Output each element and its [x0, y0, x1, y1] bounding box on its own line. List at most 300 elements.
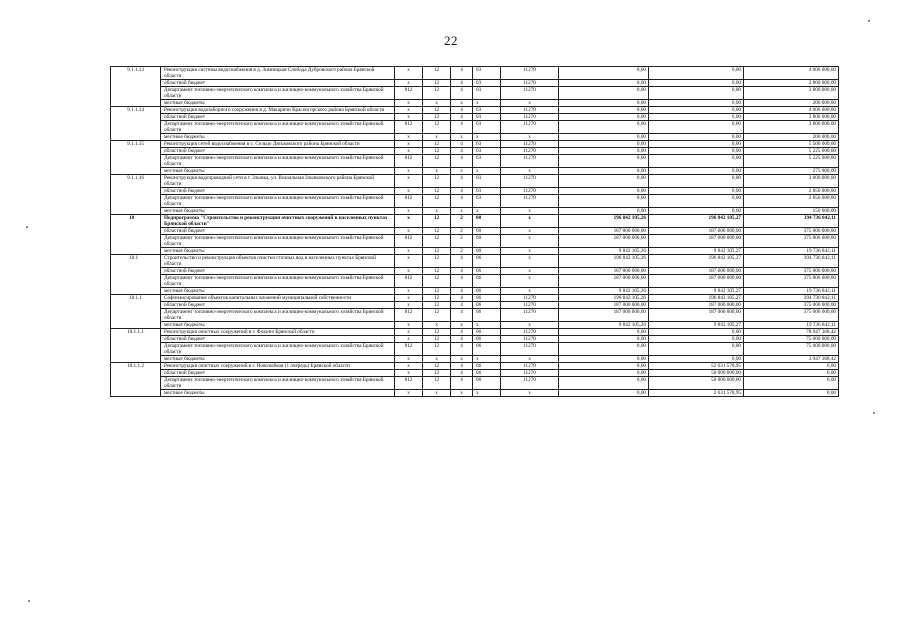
row-value-cell: 187 000 000,00 — [649, 309, 744, 322]
row-value-cell: 0,00 — [559, 370, 649, 377]
row-name-cell: Департамент топливно-энергетического комплекса и жилищно-коммунального хозяйства Брянской области — [161, 309, 395, 322]
row-value-cell: 11270 — [501, 121, 559, 134]
row-value-cell: 4 — [451, 343, 473, 356]
row-value-cell: 812 — [395, 87, 423, 100]
row-value-cell: 375 000 000,00 — [744, 309, 839, 322]
row-value-cell: 12 — [423, 248, 451, 255]
row-value-cell: 12 — [423, 235, 451, 248]
row-value-cell: x — [451, 322, 473, 329]
row-code-cell — [111, 288, 161, 295]
row-value-cell: 196 842 105,27 — [649, 255, 744, 268]
table-row — [111, 134, 839, 141]
row-value-cell: 11270 — [501, 363, 559, 370]
row-value-cell: 2 — [451, 228, 473, 235]
row-value-cell: 0,00 — [649, 175, 744, 188]
row-value-cell: 375 000 000,00 — [744, 302, 839, 309]
row-code-cell — [111, 114, 161, 121]
row-value-cell: 0,00 — [649, 155, 744, 168]
row-value-cell: 2 850 000,00 — [744, 188, 839, 195]
row-value-cell: x — [423, 390, 451, 397]
row-value-cell: 3 800 000,00 — [744, 121, 839, 134]
row-code-cell — [111, 322, 161, 329]
row-code-cell — [111, 377, 161, 390]
table-row — [111, 255, 839, 268]
row-value-cell: 394 736 842,11 — [744, 295, 839, 302]
row-value-cell: 187 000 000,00 — [649, 275, 744, 288]
row-value-cell: 0,00 — [559, 363, 649, 370]
row-value-cell: 3 800 000,00 — [744, 80, 839, 87]
row-value-cell: x — [395, 356, 423, 363]
row-value-cell: 0,00 — [559, 87, 649, 100]
row-value-cell: 4 — [451, 275, 473, 288]
row-value-cell: 11270 — [501, 329, 559, 336]
table-row — [111, 322, 839, 329]
row-value-cell: 0,00 — [649, 329, 744, 336]
row-value-cell: 12 — [423, 377, 451, 390]
row-value-cell: x — [395, 67, 423, 80]
row-value-cell: x — [451, 390, 473, 397]
row-value-cell: 12 — [423, 228, 451, 235]
row-value-cell: 0,00 — [559, 336, 649, 343]
row-value-cell: 11270 — [501, 309, 559, 322]
table-row — [111, 295, 839, 302]
row-value-cell: 12 — [423, 288, 451, 295]
row-value-cell: 0,00 — [649, 80, 744, 87]
row-value-cell: 812 — [395, 343, 423, 356]
row-value-cell: x — [395, 363, 423, 370]
table-row — [111, 67, 839, 80]
row-value-cell: x — [395, 148, 423, 155]
row-value-cell: x — [451, 356, 473, 363]
row-name-cell: местные бюджеты — [161, 100, 395, 107]
row-value-cell: 2 850 000,00 — [744, 195, 839, 208]
row-value-cell: 0,00 — [559, 114, 649, 121]
row-value-cell: 4 — [451, 288, 473, 295]
row-value-cell: 11270 — [501, 114, 559, 121]
row-value-cell: x — [473, 134, 501, 141]
row-value-cell: 12 — [423, 121, 451, 134]
row-value-cell: x — [451, 168, 473, 175]
row-value-cell: 03 — [473, 141, 501, 148]
table-row — [111, 370, 839, 377]
row-value-cell: x — [473, 208, 501, 215]
row-value-cell: 187 000 000,00 — [649, 235, 744, 248]
row-value-cell: 187 000 000,00 — [649, 228, 744, 235]
row-code-cell: 9.1.1.14 — [111, 107, 161, 114]
row-code-cell — [111, 248, 161, 255]
row-name-cell: Департамент топливно-энергетического комплекса и жилищно-коммунального хозяйства Брянской области — [161, 377, 395, 390]
row-value-cell: 0,00 — [649, 87, 744, 100]
row-value-cell: 0,00 — [744, 390, 839, 397]
row-value-cell: 0,00 — [559, 168, 649, 175]
row-name-cell: Софинансирование объектов капитальных вложений муниципальной собственности — [161, 295, 395, 302]
row-value-cell: 2 — [451, 235, 473, 248]
row-name-cell: местные бюджеты — [161, 288, 395, 295]
row-value-cell: x — [395, 302, 423, 309]
table-row — [111, 235, 839, 248]
row-value-cell: 0,00 — [559, 343, 649, 356]
row-value-cell: 0,00 — [649, 107, 744, 114]
row-value-cell: x — [501, 134, 559, 141]
row-value-cell: x — [473, 322, 501, 329]
table-row — [111, 100, 839, 107]
row-value-cell: 0,00 — [559, 175, 649, 188]
row-value-cell: 4 — [451, 155, 473, 168]
row-code-cell: 10 — [111, 215, 161, 228]
row-code-cell — [111, 390, 161, 397]
row-value-cell: x — [395, 248, 423, 255]
row-value-cell: 11270 — [501, 302, 559, 309]
row-value-cell: 200 000,00 — [744, 134, 839, 141]
row-value-cell: 812 — [395, 121, 423, 134]
table-row — [111, 148, 839, 155]
row-value-cell: 812 — [395, 155, 423, 168]
row-value-cell: 12 — [423, 175, 451, 188]
row-value-cell: 0,00 — [649, 336, 744, 343]
row-value-cell: 12 — [423, 275, 451, 288]
row-value-cell: 12 — [423, 329, 451, 336]
row-value-cell: 12 — [423, 215, 451, 228]
row-value-cell: x — [395, 228, 423, 235]
row-value-cell: 11270 — [501, 343, 559, 356]
row-value-cell: x — [395, 295, 423, 302]
row-name-cell: областной бюджет — [161, 188, 395, 195]
row-value-cell: 12 — [423, 268, 451, 275]
table-row — [111, 228, 839, 235]
table-row — [111, 195, 839, 208]
row-name-cell: областной бюджет — [161, 114, 395, 121]
row-value-cell: 200 000,00 — [744, 100, 839, 107]
row-value-cell: 375 000 000,00 — [744, 228, 839, 235]
row-value-cell: 12 — [423, 188, 451, 195]
row-name-cell: местные бюджеты — [161, 322, 395, 329]
row-value-cell: 196 842 105,27 — [649, 295, 744, 302]
table-row — [111, 268, 839, 275]
row-value-cell: 19 736 842,11 — [744, 248, 839, 255]
row-value-cell: x — [451, 100, 473, 107]
row-code-cell — [111, 356, 161, 363]
row-value-cell: 11270 — [501, 370, 559, 377]
row-value-cell: 0,00 — [559, 188, 649, 195]
row-value-cell: x — [473, 356, 501, 363]
row-value-cell: 11270 — [501, 336, 559, 343]
scan-speck — [26, 226, 28, 228]
row-value-cell: 11270 — [501, 148, 559, 155]
row-name-cell: местные бюджеты — [161, 168, 395, 175]
row-value-cell: x — [395, 336, 423, 343]
row-value-cell: 03 — [473, 175, 501, 188]
row-code-cell — [111, 188, 161, 195]
row-value-cell: x — [501, 228, 559, 235]
row-value-cell: 4 — [451, 363, 473, 370]
row-value-cell: x — [501, 100, 559, 107]
row-value-cell: 0,00 — [649, 168, 744, 175]
table-row — [111, 302, 839, 309]
row-value-cell: x — [501, 215, 559, 228]
row-value-cell: 19 736 842,11 — [744, 322, 839, 329]
row-value-cell: 03 — [473, 148, 501, 155]
row-value-cell: 06 — [473, 370, 501, 377]
row-value-cell: x — [395, 107, 423, 114]
row-name-cell: областной бюджет — [161, 302, 395, 309]
row-value-cell: 00 — [473, 235, 501, 248]
row-value-cell: 06 — [473, 309, 501, 322]
row-value-cell: x — [501, 208, 559, 215]
row-value-cell: 19 736 842,11 — [744, 288, 839, 295]
row-value-cell: x — [395, 208, 423, 215]
row-value-cell: x — [395, 390, 423, 397]
row-value-cell: x — [395, 188, 423, 195]
row-value-cell: 0,00 — [649, 148, 744, 155]
row-value-cell: 78 947 368,42 — [744, 329, 839, 336]
row-value-cell: 187 000 000,00 — [559, 228, 649, 235]
table-row — [111, 336, 839, 343]
row-value-cell: 11270 — [501, 67, 559, 80]
row-value-cell: x — [451, 134, 473, 141]
row-name-cell: местные бюджеты — [161, 390, 395, 397]
row-value-cell: x — [395, 141, 423, 148]
row-value-cell: 12 — [423, 195, 451, 208]
row-code-cell: 10.1.1.2 — [111, 363, 161, 370]
row-value-cell: 03 — [473, 155, 501, 168]
row-value-cell: 187 000 000,00 — [559, 309, 649, 322]
row-code-cell — [111, 268, 161, 275]
row-value-cell: 0,00 — [559, 195, 649, 208]
row-value-cell: 11270 — [501, 80, 559, 87]
row-value-cell: 5 225 000,00 — [744, 148, 839, 155]
row-value-cell: 9 842 105,26 — [559, 288, 649, 295]
row-value-cell: 0,00 — [649, 356, 744, 363]
row-value-cell: 4 — [451, 195, 473, 208]
row-value-cell: 06 — [473, 343, 501, 356]
table-row — [111, 155, 839, 168]
row-code-cell — [111, 235, 161, 248]
row-value-cell: x — [395, 175, 423, 188]
row-value-cell: 4 — [451, 87, 473, 100]
row-value-cell: 12 — [423, 343, 451, 356]
row-value-cell: 12 — [423, 363, 451, 370]
row-value-cell: 00 — [473, 215, 501, 228]
row-value-cell: 9 842 105,26 — [559, 322, 649, 329]
row-value-cell: 12 — [423, 255, 451, 268]
row-value-cell: 12 — [423, 295, 451, 302]
row-value-cell: x — [423, 168, 451, 175]
table-row — [111, 168, 839, 175]
row-value-cell: x — [473, 390, 501, 397]
row-value-cell: x — [395, 80, 423, 87]
row-value-cell: 0,00 — [559, 148, 649, 155]
row-value-cell: 0,00 — [649, 343, 744, 356]
row-value-cell: 0,00 — [744, 377, 839, 390]
row-name-cell: Департамент топливно-энергетического комплекса и жилищно-коммунального хозяйства Брянской области — [161, 275, 395, 288]
row-value-cell: x — [395, 322, 423, 329]
row-value-cell: 11270 — [501, 87, 559, 100]
row-value-cell: 12 — [423, 155, 451, 168]
row-value-cell: 0,00 — [649, 195, 744, 208]
row-name-cell: Департамент топливно-энергетического комплекса и жилищно-коммунального хозяйства Брянской области — [161, 87, 395, 100]
row-value-cell: 12 — [423, 107, 451, 114]
row-value-cell: 0,00 — [649, 188, 744, 195]
row-value-cell: 0,00 — [559, 134, 649, 141]
row-value-cell: 4 000 000,00 — [744, 67, 839, 80]
row-value-cell: 06 — [473, 336, 501, 343]
row-value-cell: 50 000 000,00 — [649, 377, 744, 390]
row-value-cell: 12 — [423, 67, 451, 80]
row-value-cell: x — [395, 268, 423, 275]
row-value-cell: x — [423, 134, 451, 141]
row-name-cell: Строительство и реконструкция объектов очистки сточных вод в населенных пунктах Брянской области — [161, 255, 395, 268]
row-value-cell: x — [501, 356, 559, 363]
row-value-cell: 12 — [423, 370, 451, 377]
row-value-cell: 11270 — [501, 195, 559, 208]
row-value-cell: 03 — [473, 121, 501, 134]
row-name-cell: областной бюджет — [161, 148, 395, 155]
row-value-cell: 06 — [473, 255, 501, 268]
table-row — [111, 275, 839, 288]
row-value-cell: 5 500 000,00 — [744, 141, 839, 148]
table-row — [111, 390, 839, 397]
row-value-cell: 4 — [451, 302, 473, 309]
row-value-cell: 9 842 105,27 — [649, 322, 744, 329]
row-value-cell: 196 842 105,26 — [559, 215, 649, 228]
scan-speck — [28, 600, 30, 602]
row-value-cell: 75 000 000,00 — [744, 336, 839, 343]
table-row — [111, 343, 839, 356]
row-value-cell: x — [473, 100, 501, 107]
row-value-cell: 00 — [473, 228, 501, 235]
row-value-cell: 11270 — [501, 141, 559, 148]
row-value-cell: 812 — [395, 275, 423, 288]
row-value-cell: 150 000,00 — [744, 208, 839, 215]
row-value-cell: 4 — [451, 175, 473, 188]
row-value-cell: 812 — [395, 195, 423, 208]
row-value-cell: 0,00 — [559, 121, 649, 134]
row-value-cell: 03 — [473, 80, 501, 87]
table-row — [111, 288, 839, 295]
row-value-cell: 187 000 000,00 — [649, 268, 744, 275]
row-value-cell: 03 — [473, 195, 501, 208]
row-value-cell: 0,00 — [649, 121, 744, 134]
row-value-cell: 187 000 000,00 — [559, 275, 649, 288]
row-code-cell — [111, 370, 161, 377]
scan-speck — [868, 20, 870, 22]
table-row — [111, 309, 839, 322]
scan-speck — [873, 412, 875, 414]
row-name-cell: Подпрограмма "Строительство и реконструкция очистных сооружений в населенных пунктах Брянской области" — [161, 215, 395, 228]
row-value-cell: 4 — [451, 309, 473, 322]
row-value-cell: x — [423, 322, 451, 329]
table-row — [111, 377, 839, 390]
row-value-cell: x — [423, 100, 451, 107]
row-value-cell: 394 736 842,11 — [744, 255, 839, 268]
row-value-cell: 0,00 — [559, 141, 649, 148]
row-code-cell — [111, 134, 161, 141]
row-value-cell: 4 — [451, 329, 473, 336]
row-value-cell: 375 000 000,00 — [744, 275, 839, 288]
row-value-cell: 0,00 — [649, 67, 744, 80]
row-value-cell: 11270 — [501, 377, 559, 390]
row-value-cell: 11270 — [501, 155, 559, 168]
row-value-cell: 12 — [423, 302, 451, 309]
table-row — [111, 363, 839, 370]
row-code-cell — [111, 228, 161, 235]
row-value-cell: 9 842 105,26 — [559, 248, 649, 255]
row-value-cell: 12 — [423, 336, 451, 343]
row-value-cell: x — [395, 100, 423, 107]
table-row — [111, 248, 839, 255]
row-value-cell: 06 — [473, 288, 501, 295]
row-value-cell: x — [395, 370, 423, 377]
row-value-cell: 4 — [451, 377, 473, 390]
row-value-cell: 06 — [473, 377, 501, 390]
row-code-cell — [111, 302, 161, 309]
row-name-cell: Департамент топливно-энергетического комплекса и жилищно-коммунального хозяйства Брянской области — [161, 195, 395, 208]
row-code-cell — [111, 168, 161, 175]
row-value-cell: 75 000 000,00 — [744, 343, 839, 356]
row-value-cell: 2 631 578,95 — [649, 390, 744, 397]
row-value-cell: 4 — [451, 114, 473, 121]
row-value-cell: 11270 — [501, 175, 559, 188]
row-value-cell: 0,00 — [559, 208, 649, 215]
row-name-cell: областной бюджет — [161, 268, 395, 275]
table-row — [111, 87, 839, 100]
row-value-cell: x — [395, 114, 423, 121]
row-value-cell: 0,00 — [559, 67, 649, 80]
row-name-cell: Реконструкция водопроводной сети в г. Злынка, ул. Вокзальная Злынковского района Брянской области — [161, 175, 395, 188]
table-row — [111, 80, 839, 87]
row-value-cell: 12 — [423, 141, 451, 148]
row-value-cell: 0,00 — [744, 363, 839, 370]
row-value-cell: 3 800 000,00 — [744, 87, 839, 100]
row-code-cell: 10.1.1 — [111, 295, 161, 302]
row-name-cell: местные бюджеты — [161, 356, 395, 363]
row-value-cell: 4 — [451, 80, 473, 87]
row-code-cell: 10.1.1.1 — [111, 329, 161, 336]
row-value-cell: 4 — [451, 121, 473, 134]
row-name-cell: Реконструкция сетей водоснабжения в с. Сельцо Дятьковского района Брянской области — [161, 141, 395, 148]
row-value-cell: 196 842 105,26 — [559, 255, 649, 268]
row-code-cell — [111, 155, 161, 168]
row-name-cell: областной бюджет — [161, 370, 395, 377]
row-name-cell: местные бюджеты — [161, 248, 395, 255]
row-value-cell: 0,00 — [559, 100, 649, 107]
row-value-cell: 12 — [423, 80, 451, 87]
row-value-cell: 4 — [451, 370, 473, 377]
row-name-cell: местные бюджеты — [161, 208, 395, 215]
row-code-cell — [111, 309, 161, 322]
row-value-cell: x — [451, 208, 473, 215]
row-value-cell: x — [501, 322, 559, 329]
table-row — [111, 114, 839, 121]
row-value-cell: x — [395, 215, 423, 228]
row-name-cell: Департамент топливно-энергетического комплекса и жилищно-коммунального хозяйства Брянской области — [161, 155, 395, 168]
table-row — [111, 208, 839, 215]
row-value-cell: 11270 — [501, 295, 559, 302]
row-value-cell: 3 000 000,00 — [744, 175, 839, 188]
row-code-cell: 10.1 — [111, 255, 161, 268]
row-value-cell: x — [423, 208, 451, 215]
row-value-cell: x — [501, 235, 559, 248]
row-value-cell: x — [395, 134, 423, 141]
row-code-cell: 9.1.1.15 — [111, 141, 161, 148]
row-name-cell: Реконструкция водозаборного сооружения в д. Макаричи Красногорского района Брянской области — [161, 107, 395, 114]
row-value-cell: 4 000 000,00 — [744, 107, 839, 114]
row-value-cell: x — [501, 288, 559, 295]
row-value-cell: 5 225 000,00 — [744, 155, 839, 168]
row-value-cell: 2 — [451, 215, 473, 228]
row-value-cell: 4 — [451, 336, 473, 343]
page-number: 22 — [444, 33, 458, 48]
